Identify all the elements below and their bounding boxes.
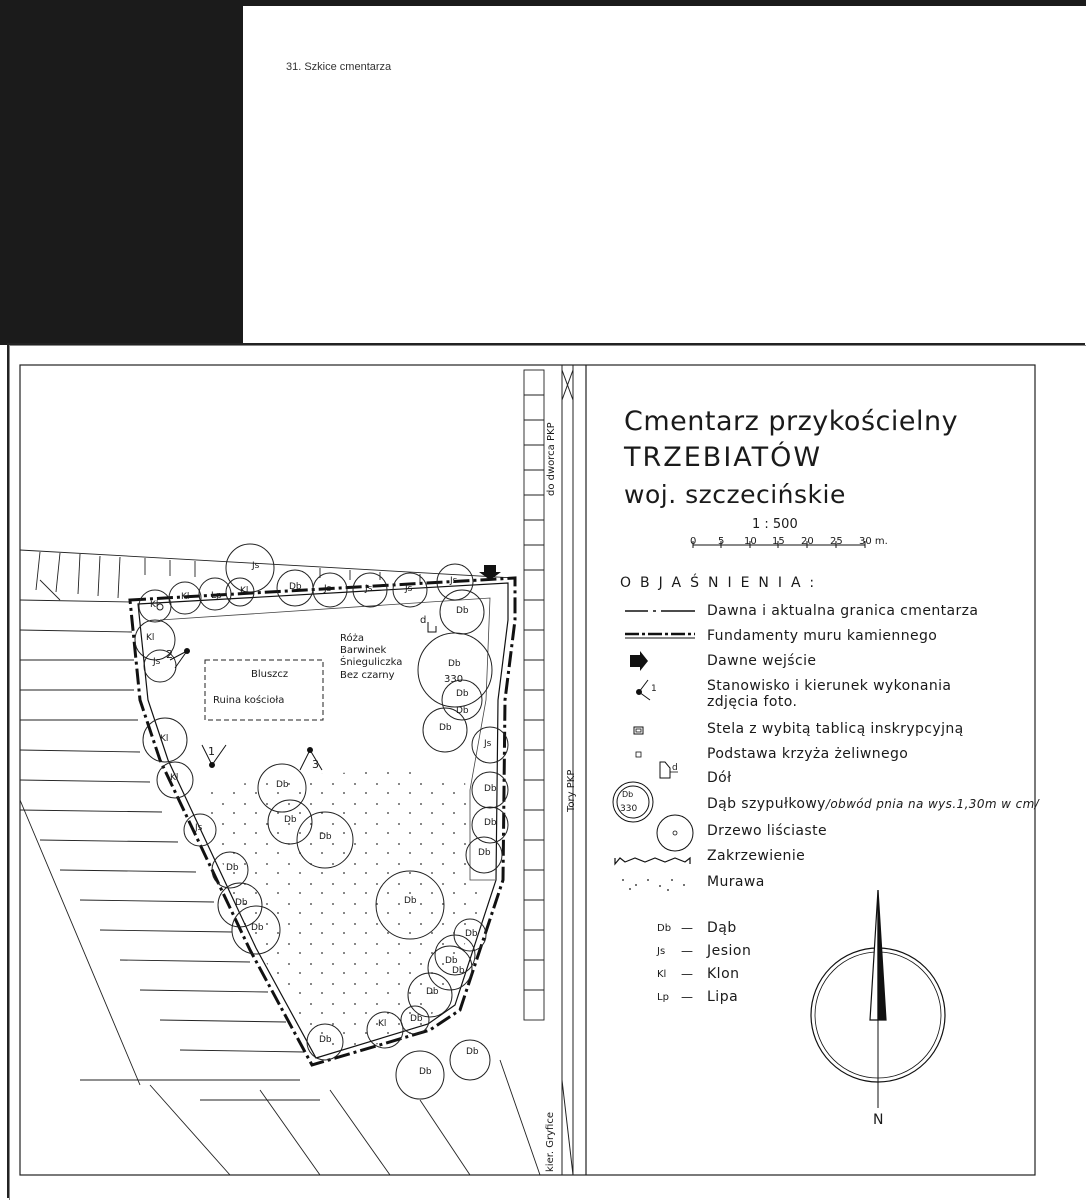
oak-girth-label: 330 <box>444 674 464 685</box>
pit-label: d <box>420 615 427 626</box>
legend-pit-d: d <box>672 763 678 773</box>
abbr-dash: — <box>681 944 693 958</box>
scale-tick: 0 <box>690 536 697 547</box>
tree-label: Db <box>419 1067 432 1077</box>
legend-oak-note: /obwód pnia na wys.1,30m w cm/ <box>825 797 1040 811</box>
legend-symbols <box>613 611 695 864</box>
abbr-code: Js <box>657 946 666 957</box>
tree-label: Db <box>466 1047 479 1057</box>
tree-label: Lp <box>211 591 222 601</box>
tree-label: Db <box>235 898 248 908</box>
abbr-code: Db <box>657 923 672 934</box>
legend-photo-station: Stanowisko i kierunek wykonania zdjęcia foto. <box>707 678 952 710</box>
tree-label: Kl <box>378 1019 387 1029</box>
north-arrow <box>811 890 945 1108</box>
abbr-code: Lp <box>657 992 669 1003</box>
tree-label: Db <box>484 818 497 828</box>
pit-marker <box>428 622 436 632</box>
parcel-strips-east <box>524 370 544 1020</box>
to-station-label: do dworca PKP <box>546 422 557 496</box>
tree-label: Js <box>252 561 260 571</box>
tree-label: Db <box>484 784 497 794</box>
legend-scrub: Zakrzewienie <box>707 848 806 864</box>
legend-pit: Dół <box>707 770 732 786</box>
tree-label: Db <box>456 689 469 699</box>
tree-label: Db <box>456 706 469 716</box>
legend-cross-base: Podstawa krzyża żeliwnego <box>707 746 909 762</box>
legend-lawn: Murawa <box>707 874 765 890</box>
scale-tick: 20 <box>801 536 814 547</box>
tree-label: Db <box>276 780 289 790</box>
tree-label: Db <box>452 966 465 976</box>
tree-label: Db <box>251 923 264 933</box>
plant-label: Śnieguliczka <box>340 657 403 668</box>
tree-label: Db <box>404 896 417 906</box>
tree-label: Db <box>319 832 332 842</box>
photo-point-label: 2 <box>166 648 173 661</box>
tree-label: Db <box>456 606 469 616</box>
tree-label: Db <box>426 987 439 997</box>
legend-deciduous: Drzewo liściaste <box>707 823 827 839</box>
entrance-arrow <box>479 565 501 580</box>
legend-oak <box>707 796 1039 812</box>
abbr-dash: — <box>681 990 693 1004</box>
legend-wall: Fundamenty muru kamiennego <box>707 628 938 644</box>
page-heading: 31. Szkice cmentarza <box>286 61 392 73</box>
tree-label: Js <box>324 584 332 594</box>
scale-tick: 25 <box>830 536 843 547</box>
tree-label: Js <box>484 739 492 749</box>
legend-boundary: Dawna i aktualna granica cmentarza <box>707 603 979 619</box>
scale-label: 1 : 500 <box>752 517 798 532</box>
tree-label: Kl <box>240 586 249 596</box>
tree-label: Js <box>450 576 458 586</box>
legend-entrance: Dawne wejście <box>707 653 817 669</box>
legend-photo-number: 1 <box>651 684 657 694</box>
legend-oak-db: Db <box>622 790 634 799</box>
direction-label: kier. Gryfice <box>545 1112 556 1172</box>
tree-label: Db <box>289 582 302 592</box>
tree-label: Js <box>365 584 373 594</box>
tree-label: Db <box>284 815 297 825</box>
map-region: woj. szczecińskie <box>624 480 846 509</box>
tree-label: Js <box>195 823 203 833</box>
legend-oak-label: Dąb szypułkowy <box>707 796 826 812</box>
legend-stele: Stela z wybitą tablicą inskrypcyjną <box>707 721 964 737</box>
abbr-name: Dąb <box>707 920 737 936</box>
scale-tick: 30 m. <box>859 536 888 547</box>
tree-label: Db <box>448 659 461 669</box>
north-label: N <box>873 1112 884 1128</box>
tree-label: Db <box>226 863 239 873</box>
abbr-dash: — <box>681 967 693 981</box>
scale-tick: 10 <box>744 536 757 547</box>
abbr-name: Klon <box>707 966 740 982</box>
ivy-label: Bluszcz <box>251 669 289 680</box>
abbr-code: Kl <box>657 969 667 980</box>
church-ruin-label: Ruina kościoła <box>213 695 285 706</box>
legend-oak-girth: 330 <box>620 804 638 814</box>
tree-label: Db <box>410 1014 423 1024</box>
tree-label: Db <box>445 956 458 966</box>
tree-label: Kl <box>146 633 155 643</box>
photo-point-label: 1 <box>208 745 215 758</box>
tree-label: Kl <box>150 600 159 610</box>
legend-lawn-dots <box>622 879 685 891</box>
scale-tick: 15 <box>772 536 785 547</box>
tree-label: Kl <box>160 734 169 744</box>
tree-label: Db <box>478 848 491 858</box>
tree-label: Js <box>405 584 413 594</box>
tree-label: Db <box>465 929 478 939</box>
abbr-dash: — <box>681 921 693 935</box>
legend-heading: OBJAŚNIENIA: <box>620 575 824 591</box>
scale-tick: 5 <box>718 536 725 547</box>
plant-label: Róża <box>340 633 364 644</box>
photo-point-label: 3 <box>312 758 319 771</box>
abbr-name: Jesion <box>707 943 752 959</box>
map-title: Cmentarz przykościelny <box>624 406 959 437</box>
map-place: TRZEBIATÓW <box>624 442 823 473</box>
tree-label: Db <box>439 723 452 733</box>
plant-label: Bez czarny <box>340 670 395 681</box>
plant-label: Barwinek <box>340 645 387 656</box>
tree-label: Js <box>153 657 161 667</box>
tree-label: Db <box>319 1035 332 1045</box>
tree-label: Kl <box>170 773 179 783</box>
railway-label: Tory PKP <box>566 769 577 812</box>
tree-label: Kl <box>181 592 190 602</box>
abbr-name: Lipa <box>707 989 739 1005</box>
photo-stations <box>170 649 322 771</box>
